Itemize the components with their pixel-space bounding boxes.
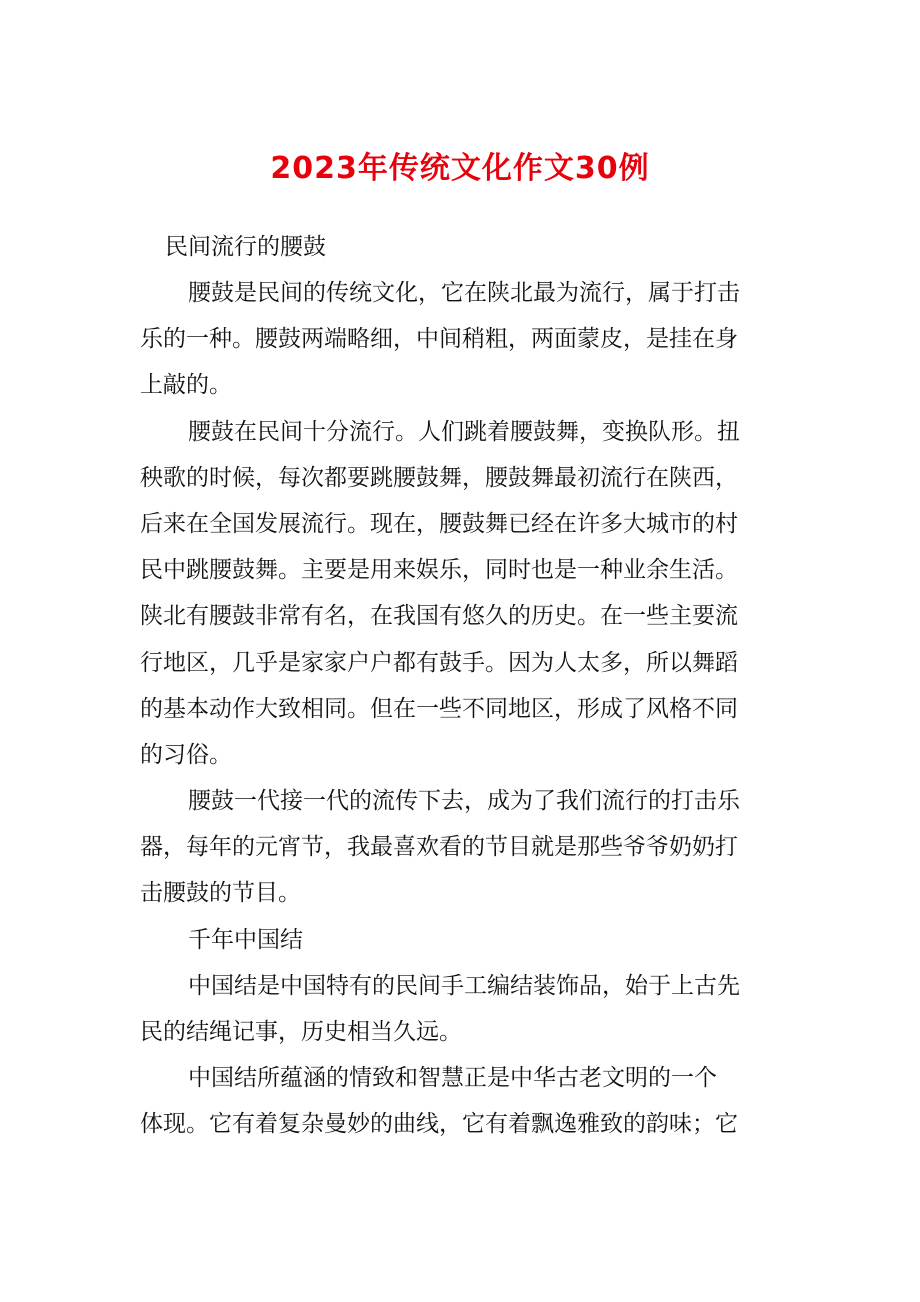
text-line: 民中跳腰鼓舞。主要是用来娱乐，同时也是一种业余生活。 [140, 557, 738, 584]
text-line: 的习俗。 [140, 741, 232, 768]
text-line: 民的结绳记事，历史相当久远。 [140, 1019, 462, 1045]
text-line: 中国结所蕴涵的情致和智慧正是中华古老文明的一个 [188, 1065, 717, 1092]
text-line: 乐的一种。腰鼓两端略细，中间稍粗，两面蒙皮，是挂在身 [140, 326, 738, 353]
text-line: 腰鼓是民间的传统文化，它在陕北最为流行，属于打击 [188, 280, 740, 306]
text-line: 中国结是中国特有的民间手工编结装饰品，始于上古先 [188, 972, 740, 999]
section-heading: 民间流行的腰鼓 [165, 234, 326, 260]
text-line: 千年中国结 [188, 926, 303, 953]
text-line: 击腰鼓的节目。 [140, 880, 301, 907]
text-line: 体现。它有着复杂曼妙的曲线，它有着飘逸雅致的韵味；它 [140, 1111, 738, 1138]
body-text [140, 270, 790, 1148]
text-line: 陕北有腰鼓非常有名，在我国有悠久的历史。在一些主要流 [140, 603, 738, 630]
text-line: 秧歌的时候，每次都要跳腰鼓舞，腰鼓舞最初流行在陕西， [140, 464, 738, 491]
text-line: 器，每年的元宵节，我最喜欢看的节目就是那些爷爷奶奶打 [140, 834, 738, 861]
text-line: 的基本动作大致相同。但在一些不同地区，形成了风格不同 [140, 695, 738, 722]
text-line: 上敲的。 [140, 372, 232, 399]
page-title: 2023年传统文化作文30例 [270, 151, 650, 186]
text-line: 腰鼓一代接一代的流传下去，成为了我们流行的打击乐 [188, 788, 740, 815]
text-line: 行地区，几乎是家家户户都有鼓手。因为人太多，所以舞蹈 [140, 649, 738, 676]
text-line: 后来在全国发展流行。现在，腰鼓舞已经在许多大城市的村 [140, 510, 738, 537]
text-line: 腰鼓在民间十分流行。人们跳着腰鼓舞，变换队形。扭 [188, 418, 740, 445]
